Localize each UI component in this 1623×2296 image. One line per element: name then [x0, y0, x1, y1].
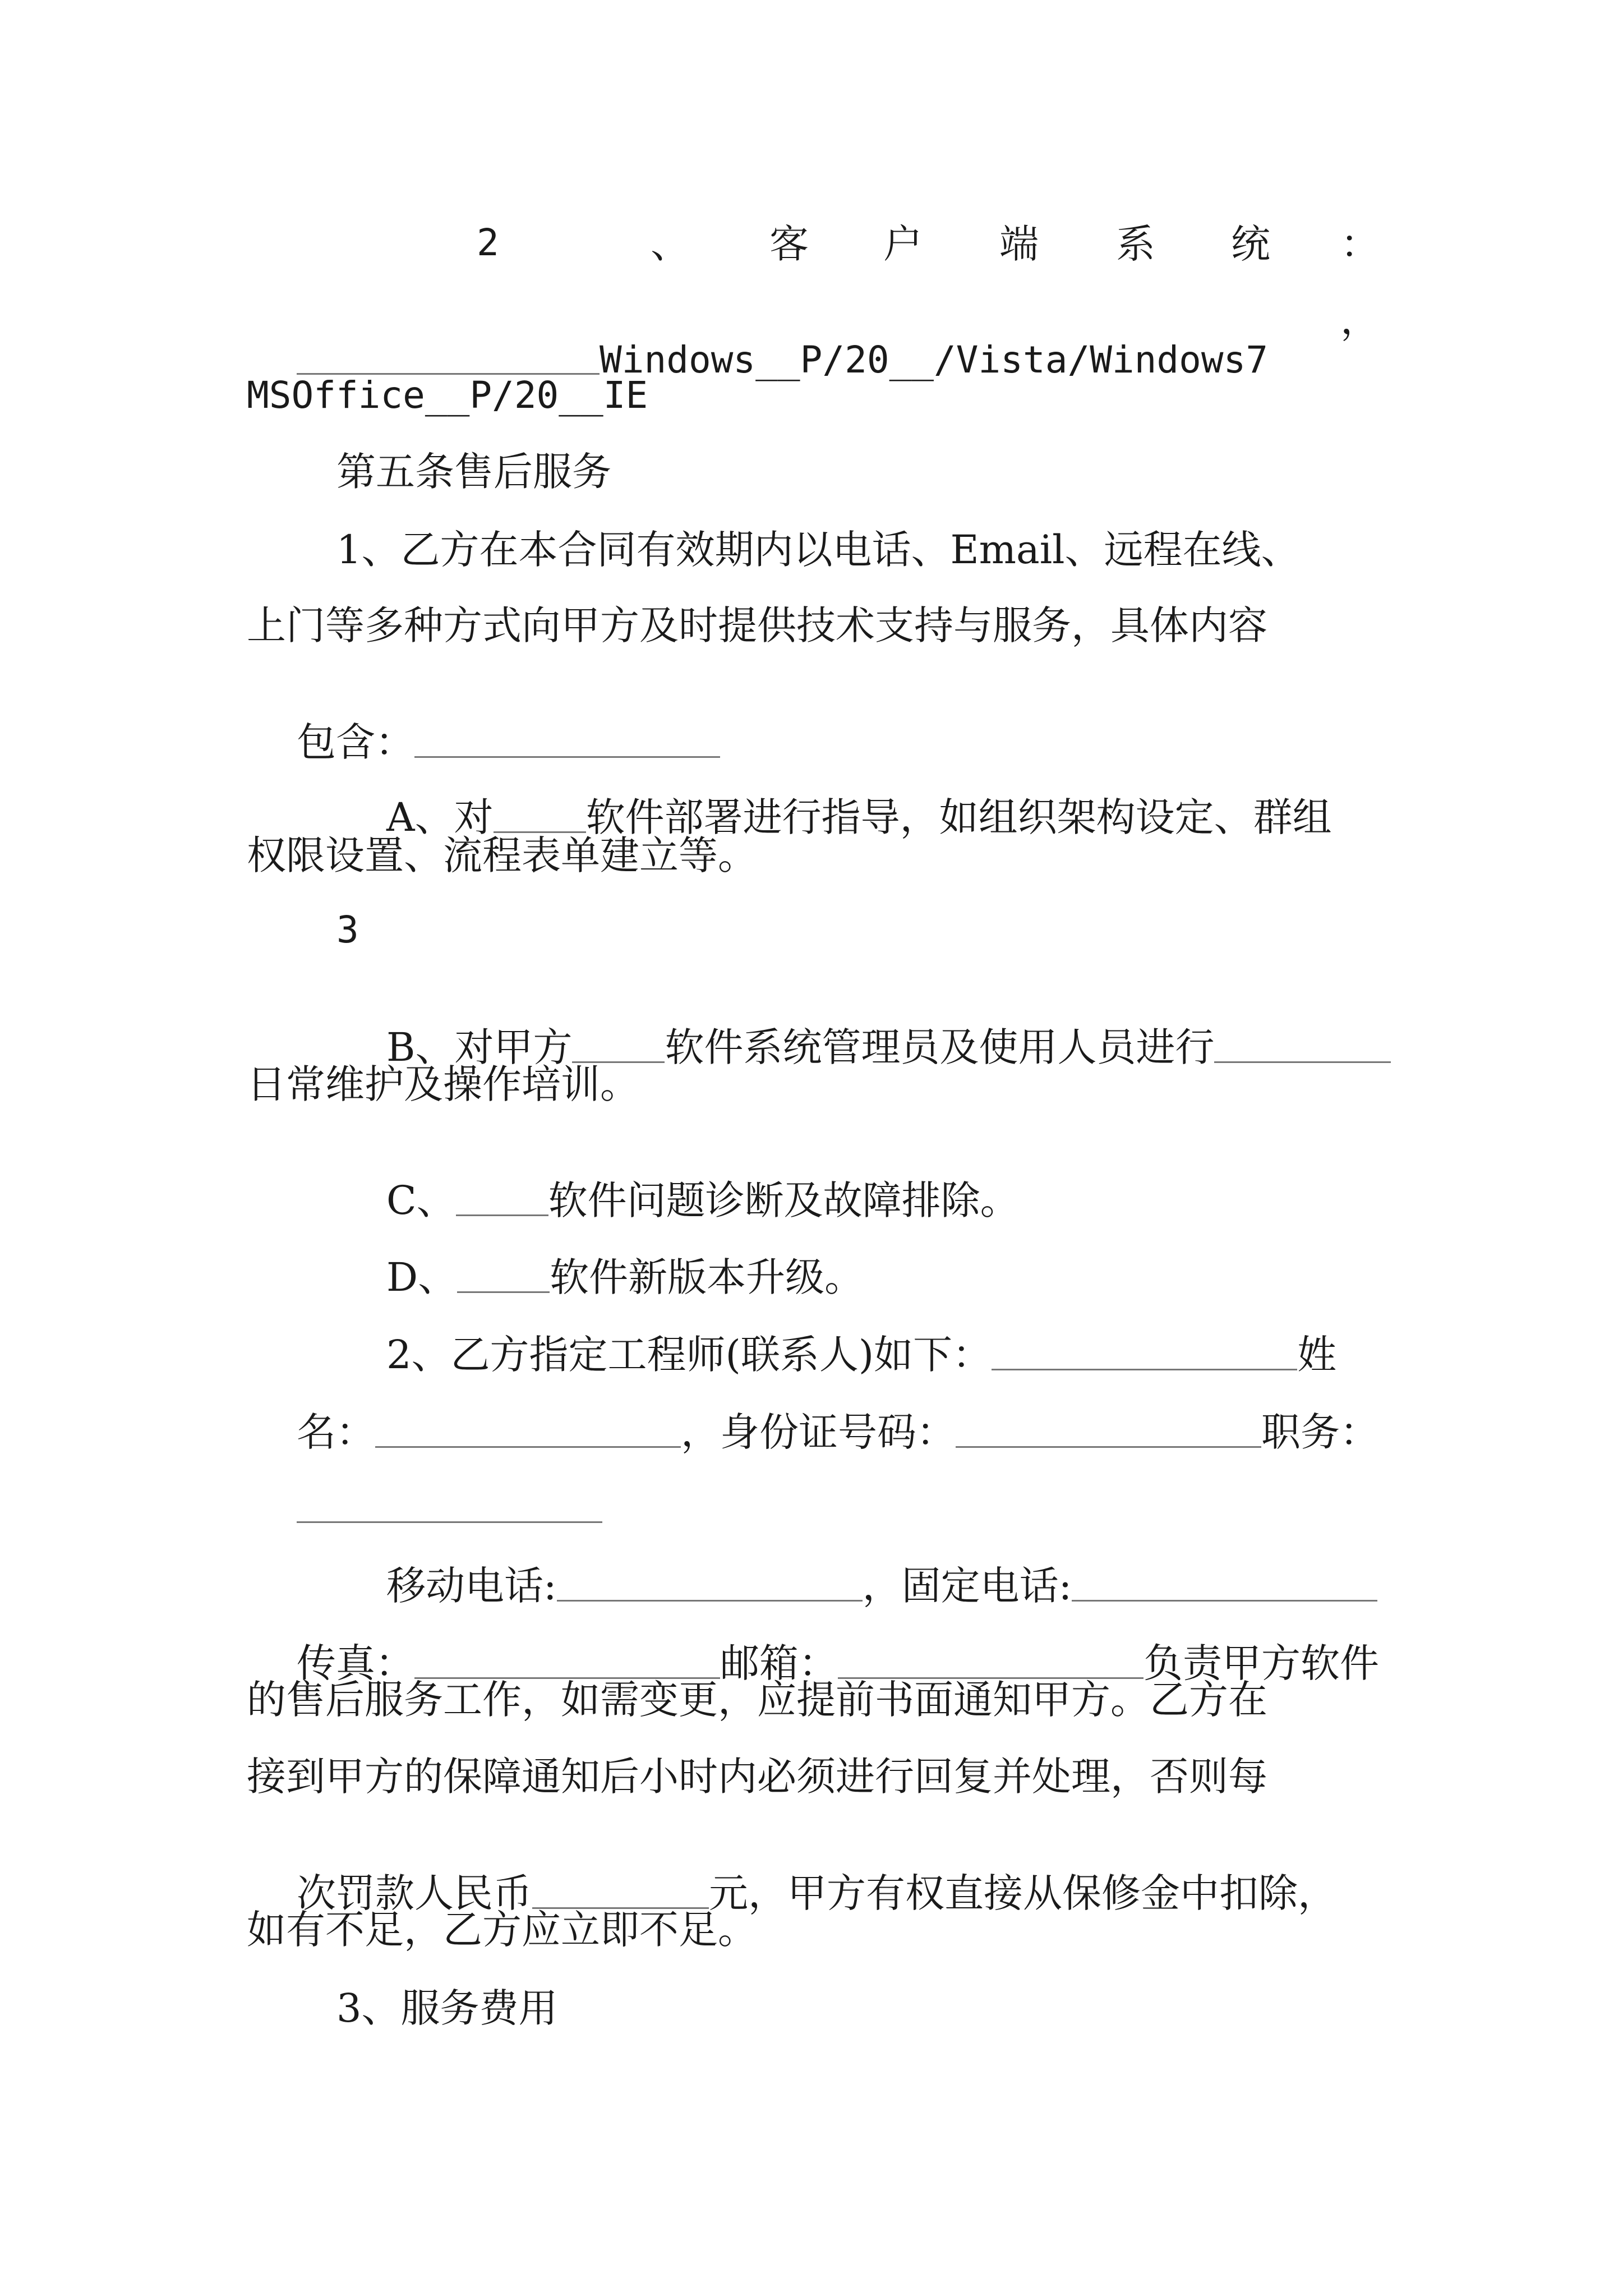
item-a-text: 软件部署进行指导，如组织架构设定、群组 [585, 794, 1332, 840]
os-requirements-text: Windows__P/20__/Vista/Windows7 [600, 338, 1269, 381]
fax-label: 传真： [297, 1640, 415, 1686]
blank-underline [956, 1414, 1261, 1448]
blank-underline [572, 1029, 665, 1063]
blank-underline [838, 1645, 1144, 1679]
blank-underline [456, 1182, 548, 1216]
paragraph-line: 接到甲方的保障通知后小时内必须进行回复并处理，否则每 [247, 1754, 1267, 1800]
id-number-label: ，身份证号码： [681, 1409, 956, 1455]
paragraph-line: 权限设置、流程表单建立等。 [247, 832, 757, 878]
blank-underline [414, 724, 720, 758]
heading-colon: ： [1340, 221, 1380, 267]
blank-underline [1214, 1029, 1391, 1063]
page-number: 3 [336, 908, 359, 951]
item-d-prefix: D、 [386, 1254, 458, 1300]
blank-underline [992, 1336, 1297, 1370]
contains-label: 包含： [297, 719, 415, 765]
item-a-prefix: A、对 [386, 794, 494, 840]
service-fee-heading: 3、服务费用 [336, 1985, 558, 2031]
blank-underline [532, 1875, 709, 1909]
office-requirements-text: MSOffice__P/20__IE [247, 374, 648, 417]
item-c-text: 软件问题诊断及故障排除。 [548, 1177, 1020, 1223]
paragraph-line: 如有不足，乙方应立即不足。 [247, 1907, 757, 1953]
heading-char: 客 [769, 221, 809, 267]
penalty-text: 元，甲方有权直接从保修金中扣除， [709, 1870, 1338, 1916]
position-label: 职务： [1261, 1409, 1380, 1455]
article-five-title: 第五条售后服务 [336, 449, 611, 495]
item-number: 2 [477, 221, 499, 264]
blank-underline [297, 1489, 602, 1523]
enumeration-comma: 、 [651, 221, 690, 267]
client-system-heading [0, 221, 1623, 267]
penalty-prefix: 次罚款人民币 [297, 1870, 533, 1916]
engineer-intro: 2、乙方指定工程师(联系人)如下： [386, 1332, 992, 1378]
item-c-prefix: C、 [386, 1177, 456, 1223]
blank-underline [375, 1414, 681, 1448]
name-label-end: 名： [297, 1409, 376, 1455]
heading-char: 户 [883, 221, 923, 267]
paragraph-line: 上门等多种方式向甲方及时提供技术支持与服务，具体内容 [247, 602, 1267, 648]
item-b-text: 软件系统管理员及使用人员进行 [665, 1024, 1215, 1070]
item-b-prefix: B、对甲方 [386, 1024, 573, 1070]
heading-char: 端 [999, 221, 1039, 267]
blank-underline [494, 799, 586, 833]
heading-char: 系 [1116, 221, 1155, 267]
heading-char: 统 [1231, 221, 1270, 267]
paragraph-line: 1、乙方在本合同有效期内以电话、Email、远程在线、 [336, 527, 1301, 573]
name-label-start: 姓 [1297, 1332, 1337, 1378]
landline-label: ，固定电话: [862, 1563, 1072, 1609]
item-d-text: 软件新版本升级。 [550, 1254, 864, 1300]
responsibility-text: 负责甲方软件 [1144, 1640, 1380, 1686]
blank-underline [457, 1259, 550, 1293]
blank-underline [557, 1567, 863, 1602]
blank-underline [1072, 1567, 1377, 1602]
os-requirements-comma: ， [1340, 297, 1380, 343]
blank-underline [414, 1645, 720, 1679]
paragraph-line: 日常维护及操作培训。 [247, 1061, 639, 1107]
mobile-phone-label: 移动电话: [386, 1563, 557, 1609]
email-label: 邮箱： [720, 1640, 838, 1686]
paragraph-line: 的售后服务工作，如需变更，应提前书面通知甲方。乙方在 [247, 1677, 1267, 1723]
blank-underline [297, 341, 600, 375]
